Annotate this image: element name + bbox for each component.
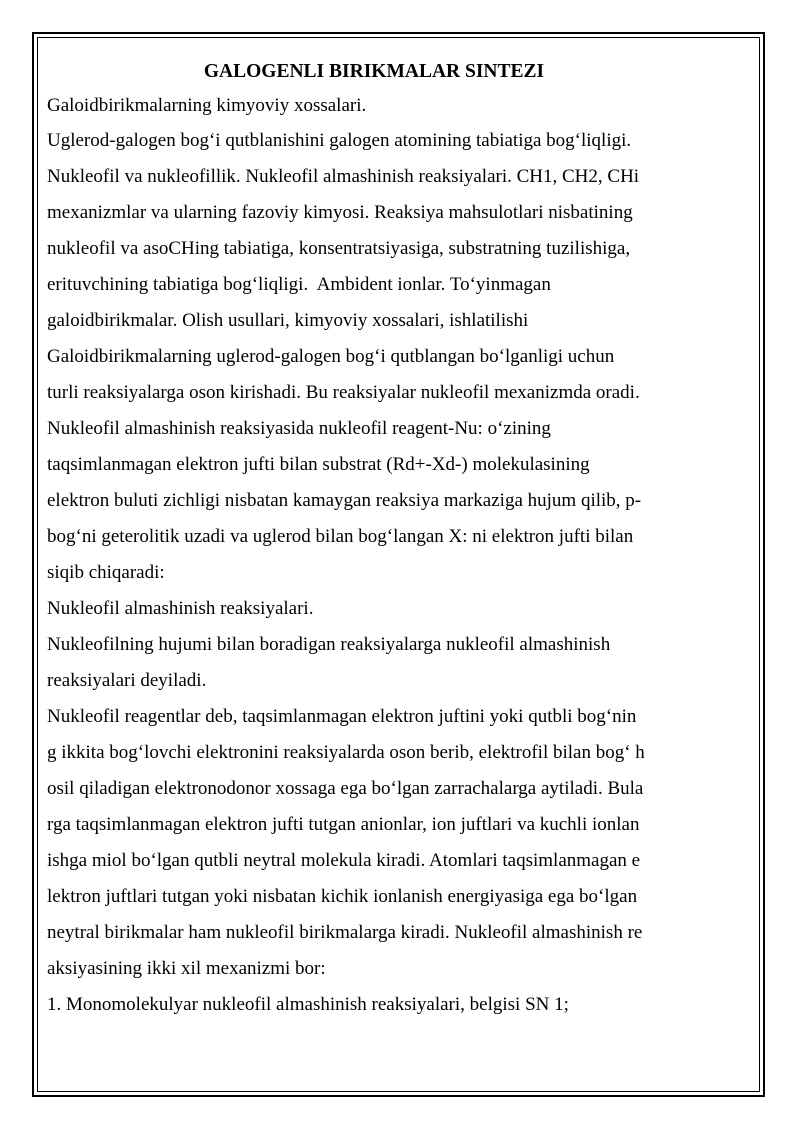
- text-line: 1. Monomolekulyar nukleofil almashinish reaksiyalari, belgisi SN 1;: [47, 994, 569, 1015]
- text-line: neytral birikmalar ham nukleofil birikmalarga kiradi. Nukleofil almashinish re: [47, 922, 643, 943]
- text-line: siqib chiqaradi:: [47, 562, 165, 583]
- text-line: g ikkita bog‘lovchi elektronini reaksiyalarda oson berib, elektrofil bilan bog‘ h: [47, 742, 645, 763]
- document-text: [47, 89, 737, 1023]
- text-line: Nukleofil reagentlar deb, taqsimlanmagan elektron juftini yoki qutbli bog‘nin: [47, 706, 637, 727]
- text-line: Nukleofil almashinish reaksiyasida nukleofil reagent-Nu: o‘zining: [47, 418, 551, 439]
- text-line: Nukleofilning hujumi bilan boradigan reaksiyalarga nukleofil almashinish: [47, 634, 611, 655]
- text-line: taqsimlanmagan elektron jufti bilan substrat (Rd+-Xd-) molekulasining: [47, 454, 590, 475]
- text-line: Galoidbirikmalarning kimyoviy xossalari.: [47, 95, 367, 116]
- text-line: galoidbirikmalar. Olish usullari, kimyoviy xossalari, ishlatilishi: [47, 310, 529, 331]
- text-line: Nukleofil va nukleofillik. Nukleofil almashinish reaksiyalari. CH1, CH2, CHi: [47, 166, 640, 187]
- text-line: rga taqsimlanmagan elektron jufti tutgan anionlar, ion juftlari va kuchli ionlan: [47, 814, 640, 835]
- text-line: erituvchining tabiatiga bog‘liqligi. Ambident ionlar. To‘yinmagan: [47, 274, 551, 295]
- text-line: elektron buluti zichligi nisbatan kamaygan reaksiya markaziga hujum qilib, p-: [47, 490, 642, 511]
- text-line: Uglerod-galogen bog‘i qutblanishini galogen atomining tabiatiga bog‘liqligi.: [47, 130, 632, 151]
- text-line: aksiyasining ikki xil mexanizmi bor:: [47, 958, 326, 979]
- text-line: Nukleofil almashinish reaksiyalari.: [47, 598, 314, 619]
- text-line: lektron juftlari tutgan yoki nisbatan kichik ionlanish energiyasiga ega bo‘lgan: [47, 886, 638, 907]
- text-line: ishga miol bo‘lgan qutbli neytral molekula kiradi. Atomlari taqsimlanmagan e: [47, 850, 641, 871]
- text-line: Galoidbirikmalarning uglerod-galogen bog‘i qutblangan bo‘lganligi uchun: [47, 346, 615, 367]
- text-line: mexanizmlar va ularning fazoviy kimyosi. Reaksiya mahsulotlari nisbatining: [47, 202, 633, 223]
- text-line: reaksiyalari deyiladi.: [47, 670, 207, 691]
- document-title: GALOGENLI BIRIKMALAR SINTEZI: [203, 61, 545, 82]
- text-line: turli reaksiyalarga oson kirishadi. Bu reaksiyalar nukleofil mexanizmda oradi.: [47, 382, 640, 403]
- text-line: bog‘ni geterolitik uzadi va uglerod bilan bog‘langan X: ni elektron jufti bilan: [47, 526, 634, 547]
- document-body: [47, 55, 737, 1023]
- text-line: osil qiladigan elektronodonor xossaga ega bo‘lgan zarrachalarga aytiladi. Bula: [47, 778, 644, 799]
- text-line: nukleofil va asoCHing tabiatiga, konsentratsiyasiga, substratning tuzilishiga,: [47, 238, 631, 259]
